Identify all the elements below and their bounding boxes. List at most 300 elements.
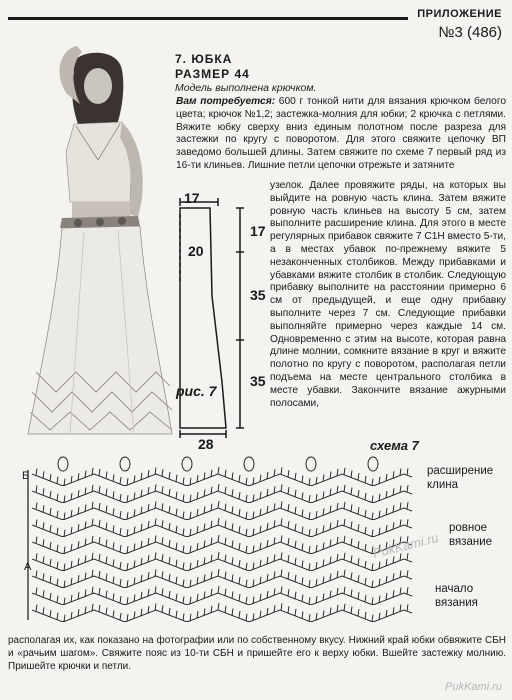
stitch-mark — [218, 467, 219, 474]
stitch-mark — [190, 597, 191, 604]
stitch-mark — [302, 476, 303, 483]
stitch-mark — [176, 594, 177, 601]
stitch-mark — [344, 570, 345, 577]
stitch-mark — [309, 512, 310, 519]
stitch-mark — [134, 612, 135, 619]
stitch-mark — [64, 581, 65, 588]
stitch-mark — [253, 580, 254, 587]
stitch-mark — [281, 586, 282, 593]
stitch-mark — [211, 606, 212, 613]
stitch-mark — [281, 518, 282, 525]
stitch-mark — [358, 609, 359, 616]
stitch-mark — [71, 544, 72, 551]
stitch-mark — [36, 554, 37, 561]
stitch-mark — [330, 557, 331, 564]
stitch-mark — [50, 491, 51, 498]
stitch-mark — [162, 605, 163, 612]
stitch-mark — [57, 579, 58, 586]
stitch-mark — [85, 522, 86, 529]
stitch-mark — [267, 523, 268, 530]
stitch-mark — [190, 546, 191, 553]
stitch-mark — [211, 572, 212, 579]
stitch-mark — [246, 529, 247, 536]
stitch-mark — [274, 503, 275, 510]
stitch-mark — [246, 580, 247, 587]
stitch-mark — [78, 490, 79, 497]
stitch-mark — [134, 493, 135, 500]
stitch-mark — [155, 535, 156, 542]
stitch-mark — [141, 541, 142, 548]
chart-row — [32, 491, 412, 503]
stitch-mark — [309, 580, 310, 587]
stitch-mark — [316, 528, 317, 535]
stitch-mark — [190, 563, 191, 570]
stitch-mark — [288, 606, 289, 613]
stitch-mark — [36, 605, 37, 612]
stitch-mark — [85, 471, 86, 478]
stitch-mark — [239, 577, 240, 584]
stitch-mark — [316, 477, 317, 484]
stitch-mark — [85, 539, 86, 546]
stitch-mark — [309, 478, 310, 485]
stitch-mark — [134, 578, 135, 585]
dim-mid-height: 35 — [250, 287, 266, 303]
stitch-mark — [260, 560, 261, 567]
stitch-mark — [232, 472, 233, 479]
stitch-mark — [218, 535, 219, 542]
stitch-mark — [239, 611, 240, 618]
stitch-mark — [155, 569, 156, 576]
chart-watermark: PukKami.ru — [371, 530, 441, 561]
stitch-mark — [57, 545, 58, 552]
stitch-mark — [99, 537, 100, 544]
stitch-mark — [127, 597, 128, 604]
stitch-mark — [316, 545, 317, 552]
stitch-mark — [316, 613, 317, 620]
stitch-mark — [71, 493, 72, 500]
chain-loop — [244, 457, 254, 471]
stitch-mark — [36, 588, 37, 595]
stitch-mark — [92, 502, 93, 509]
instructions-right: узелок. Далее провяжите ряды, на которых вы выйдите на ровную часть клина. Затем вяжите ровную часть клиньев на высоту 5 см, затем выполните расширение клина. Для этого в месте регулярных прибавок свяжите 7 С1Н вместо 5-ти, а в местах убавок по-прежнему вяжите 5 незаконченных столбиков. Между прибавками и убавками вяжите столбик в столбик. Следующую прибавку выполните на расстоянии примерно 6 см от предыдущей, и еще одну прибавку выполните через 7 см. Следующие прибавки выполняйте примерно через каждые 14 см. Одновременно с этим на высоте, которая равна длине молнии, сомкните вязание в круг и вяжите полотно по кругу с поворотом, располагая петли подъема на месте центрального столбика в месте убавки. Закончите вязание ажурными полосами, — [270, 180, 506, 409]
stitch-mark — [365, 561, 366, 568]
issue-number: №3 (486) — [438, 24, 502, 41]
stitch-mark — [330, 608, 331, 615]
stitch-mark — [386, 491, 387, 498]
stitch-mark — [71, 578, 72, 585]
stitch-mark — [323, 593, 324, 600]
chain-loop — [58, 457, 68, 471]
chart-row — [32, 593, 412, 605]
stitch-mark — [190, 478, 191, 485]
stitch-mark — [36, 486, 37, 493]
dim-upper-height: 17 — [250, 223, 266, 239]
stitch-mark — [281, 552, 282, 559]
stitch-mark — [155, 484, 156, 491]
stitch-mark — [197, 492, 198, 499]
stitch-mark — [330, 489, 331, 496]
stitch-mark — [232, 489, 233, 496]
stitch-mark — [204, 523, 205, 530]
stitch-mark — [372, 479, 373, 486]
chart-row — [32, 508, 412, 520]
stitch-mark — [253, 597, 254, 604]
stitch-mark — [218, 501, 219, 508]
stitch-mark — [358, 558, 359, 565]
stitch-mark — [134, 561, 135, 568]
stitch-mark — [393, 607, 394, 614]
stitch-mark — [309, 495, 310, 502]
stitch-mark — [176, 577, 177, 584]
stitch-mark — [225, 521, 226, 528]
stitch-mark — [365, 493, 366, 500]
stitch-mark — [295, 609, 296, 616]
stitch-mark — [120, 528, 121, 535]
stitch-mark — [344, 468, 345, 475]
stitch-mark — [197, 475, 198, 482]
stitch-mark — [218, 569, 219, 576]
stitch-mark — [239, 594, 240, 601]
stitch-mark — [162, 486, 163, 493]
stitch-mark — [288, 487, 289, 494]
stitch-mark — [379, 562, 380, 569]
stitch-mark — [358, 490, 359, 497]
stitch-mark — [274, 554, 275, 561]
stitch-mark — [99, 469, 100, 476]
stitch-mark — [134, 544, 135, 551]
stitch-mark — [36, 469, 37, 476]
stitch-mark — [295, 541, 296, 548]
stitch-mark — [253, 512, 254, 519]
stitch-mark — [99, 520, 100, 527]
header-title: ПРИЛОЖЕНИЕ — [417, 8, 502, 20]
stitch-mark — [127, 563, 128, 570]
stitch-mark — [379, 613, 380, 620]
stitch-mark — [267, 506, 268, 513]
stitch-mark — [127, 546, 128, 553]
stitch-mark — [57, 596, 58, 603]
stitch-mark — [169, 574, 170, 581]
stitch-mark — [120, 494, 121, 501]
stitch-mark — [372, 564, 373, 571]
materials-heading: Вам потребуется: — [176, 96, 276, 107]
stitch-mark — [43, 556, 44, 563]
stitch-mark — [148, 589, 149, 596]
stitch-mark — [407, 485, 408, 492]
stitch-mark — [393, 556, 394, 563]
stitch-mark — [127, 580, 128, 587]
stitch-mark — [379, 511, 380, 518]
stitch-mark — [162, 571, 163, 578]
stitch-mark — [351, 607, 352, 614]
stitch-mark — [337, 554, 338, 561]
stitch-mark — [330, 540, 331, 547]
stitch-mark — [43, 488, 44, 495]
stitch-mark — [57, 494, 58, 501]
stitch-mark — [330, 506, 331, 513]
stitch-mark — [239, 509, 240, 516]
stitch-mark — [190, 512, 191, 519]
stitch-mark — [253, 495, 254, 502]
stitch-mark — [211, 589, 212, 596]
stitch-mark — [316, 562, 317, 569]
stitch-mark — [253, 529, 254, 536]
stitch-mark — [274, 588, 275, 595]
stitch-mark — [36, 503, 37, 510]
stitch-mark — [211, 504, 212, 511]
chain-loop — [120, 457, 130, 471]
stitch-mark — [162, 537, 163, 544]
stitch-mark — [351, 505, 352, 512]
stitch-mark — [162, 520, 163, 527]
stitch-mark — [358, 541, 359, 548]
stitch-mark — [246, 546, 247, 553]
stitch-mark — [239, 492, 240, 499]
stitch-mark — [141, 524, 142, 531]
stitch-mark — [204, 574, 205, 581]
stitch-mark — [190, 580, 191, 587]
stitch-mark — [197, 526, 198, 533]
stitch-mark — [253, 478, 254, 485]
stitch-mark — [57, 528, 58, 535]
stitch-mark — [330, 472, 331, 479]
stitch-mark — [330, 591, 331, 598]
stitch-mark — [239, 475, 240, 482]
stitch-mark — [295, 558, 296, 565]
instructions-top — [176, 96, 506, 173]
stitch-mark — [134, 595, 135, 602]
stitch-mark — [204, 540, 205, 547]
stitch-mark — [309, 529, 310, 536]
chain-loop — [368, 457, 378, 471]
stitch-mark — [50, 610, 51, 617]
stitch-mark — [225, 572, 226, 579]
stitch-mark — [407, 587, 408, 594]
stitch-mark — [302, 612, 303, 619]
stitch-mark — [120, 511, 121, 518]
stitch-mark — [386, 474, 387, 481]
article-title: 7. ЮБКА — [175, 52, 233, 66]
stitch-mark — [99, 486, 100, 493]
stitch-mark — [365, 544, 366, 551]
stitch-mark — [92, 519, 93, 526]
stitch-mark — [239, 560, 240, 567]
stitch-mark — [316, 579, 317, 586]
stitch-mark — [400, 605, 401, 612]
stitch-mark — [169, 472, 170, 479]
stitch-mark — [232, 574, 233, 581]
stitch-mark — [288, 470, 289, 477]
dim-low-height: 35 — [250, 373, 266, 389]
stitch-mark — [393, 505, 394, 512]
stitch-mark — [218, 484, 219, 491]
stitch-mark — [260, 492, 261, 499]
stitch-mark — [288, 504, 289, 511]
stitch-mark — [302, 561, 303, 568]
stitch-mark — [225, 487, 226, 494]
stitch-mark — [400, 588, 401, 595]
stitch-mark — [197, 594, 198, 601]
stitch-mark — [239, 526, 240, 533]
stitch-mark — [344, 485, 345, 492]
stitch-mark — [148, 555, 149, 562]
stitch-mark — [274, 537, 275, 544]
stitch-mark — [309, 614, 310, 621]
dim-inner: 20 — [188, 243, 204, 259]
stitch-mark — [176, 509, 177, 516]
stitch-mark — [344, 587, 345, 594]
stitch-mark — [330, 523, 331, 530]
stitch-mark — [253, 614, 254, 621]
stitch-mark — [183, 478, 184, 485]
stitch-mark — [232, 540, 233, 547]
stitch-mark — [106, 506, 107, 513]
stitch-mark — [141, 490, 142, 497]
stitch-mark — [323, 474, 324, 481]
chart-row — [32, 576, 412, 588]
stitch-mark — [295, 592, 296, 599]
stitch-mark — [106, 608, 107, 615]
stitch-mark — [260, 509, 261, 516]
stitch-mark — [183, 580, 184, 587]
stitch-mark — [386, 610, 387, 617]
chart-row — [32, 610, 412, 622]
article-note: Модель выполнена крючком. — [175, 82, 317, 94]
stitch-mark — [393, 573, 394, 580]
stitch-mark — [232, 591, 233, 598]
stitch-mark — [337, 469, 338, 476]
stitch-mark — [218, 518, 219, 525]
stitch-mark — [400, 520, 401, 527]
stitch-mark — [274, 486, 275, 493]
stitch-mark — [211, 487, 212, 494]
chart-marker-b: Б — [22, 470, 30, 482]
stitch-mark — [176, 492, 177, 499]
figure-label: рис. 7 — [176, 383, 217, 399]
stitch-mark — [106, 489, 107, 496]
stitch-mark — [148, 521, 149, 528]
stitch-mark — [127, 478, 128, 485]
stitch-mark — [169, 506, 170, 513]
stitch-mark — [351, 590, 352, 597]
stitch-mark — [365, 527, 366, 534]
crochet-chart — [20, 452, 420, 632]
stitch-mark — [148, 572, 149, 579]
stitch-mark — [400, 469, 401, 476]
stitch-mark — [190, 614, 191, 621]
stitch-mark — [400, 503, 401, 510]
stitch-mark — [218, 552, 219, 559]
stitch-mark — [379, 596, 380, 603]
stitch-mark — [351, 522, 352, 529]
stitch-mark — [288, 589, 289, 596]
stitch-mark — [267, 472, 268, 479]
stitch-mark — [36, 520, 37, 527]
stitch-mark — [92, 604, 93, 611]
stitch-mark — [372, 513, 373, 520]
stitch-mark — [246, 614, 247, 621]
stitch-mark — [337, 588, 338, 595]
stitch-mark — [134, 510, 135, 517]
stitch-mark — [337, 571, 338, 578]
stitch-mark — [197, 611, 198, 618]
stitch-mark — [36, 571, 37, 578]
stitch-mark — [92, 536, 93, 543]
stitch-mark — [393, 522, 394, 529]
stitch-mark — [351, 471, 352, 478]
stitch-mark — [323, 508, 324, 515]
chain-loop — [306, 457, 316, 471]
stitch-mark — [43, 539, 44, 546]
model-photo — [22, 42, 178, 444]
stitch-mark — [99, 605, 100, 612]
stitch-mark — [190, 529, 191, 536]
stitch-mark — [309, 597, 310, 604]
stitch-mark — [155, 467, 156, 474]
stitch-mark — [218, 603, 219, 610]
stitch-mark — [162, 554, 163, 561]
stitch-mark — [358, 507, 359, 514]
footer-watermark: PukKami.ru — [445, 681, 502, 693]
stitch-mark — [211, 521, 212, 528]
stitch-mark — [120, 545, 121, 552]
stitch-mark — [323, 559, 324, 566]
stitch-mark — [393, 488, 394, 495]
stitch-mark — [295, 524, 296, 531]
stitch-mark — [36, 537, 37, 544]
stitch-mark — [197, 509, 198, 516]
stitch-mark — [155, 501, 156, 508]
stitch-mark — [71, 510, 72, 517]
stitch-mark — [113, 542, 114, 549]
stitch-mark — [372, 581, 373, 588]
stitch-mark — [183, 597, 184, 604]
stitch-mark — [302, 527, 303, 534]
stitch-mark — [295, 473, 296, 480]
stitch-mark — [78, 473, 79, 480]
stitch-mark — [64, 479, 65, 486]
chart-title: схема 7 — [370, 438, 419, 453]
stitch-mark — [302, 578, 303, 585]
stitch-mark — [127, 495, 128, 502]
stitch-mark — [106, 540, 107, 547]
stitch-mark — [211, 538, 212, 545]
stitch-mark — [169, 489, 170, 496]
stitch-mark — [225, 589, 226, 596]
stitch-mark — [197, 577, 198, 584]
stitch-mark — [211, 555, 212, 562]
label-start-knitting: начало вязания — [435, 583, 478, 609]
stitch-mark — [267, 574, 268, 581]
stitch-mark — [246, 495, 247, 502]
stitch-mark — [407, 519, 408, 526]
stitch-mark — [204, 591, 205, 598]
stitch-mark — [183, 614, 184, 621]
stitch-mark — [204, 506, 205, 513]
stitch-mark — [225, 538, 226, 545]
label-expand-wedge: расширение клина — [427, 465, 494, 491]
stitch-mark — [64, 598, 65, 605]
stitch-mark — [106, 591, 107, 598]
stitch-mark — [260, 526, 261, 533]
stitch-mark — [141, 575, 142, 582]
stitch-mark — [337, 537, 338, 544]
chart-marker-a: А — [24, 561, 32, 573]
stitch-mark — [169, 591, 170, 598]
stitch-mark — [113, 508, 114, 515]
stitch-mark — [281, 569, 282, 576]
stitch-mark — [288, 555, 289, 562]
